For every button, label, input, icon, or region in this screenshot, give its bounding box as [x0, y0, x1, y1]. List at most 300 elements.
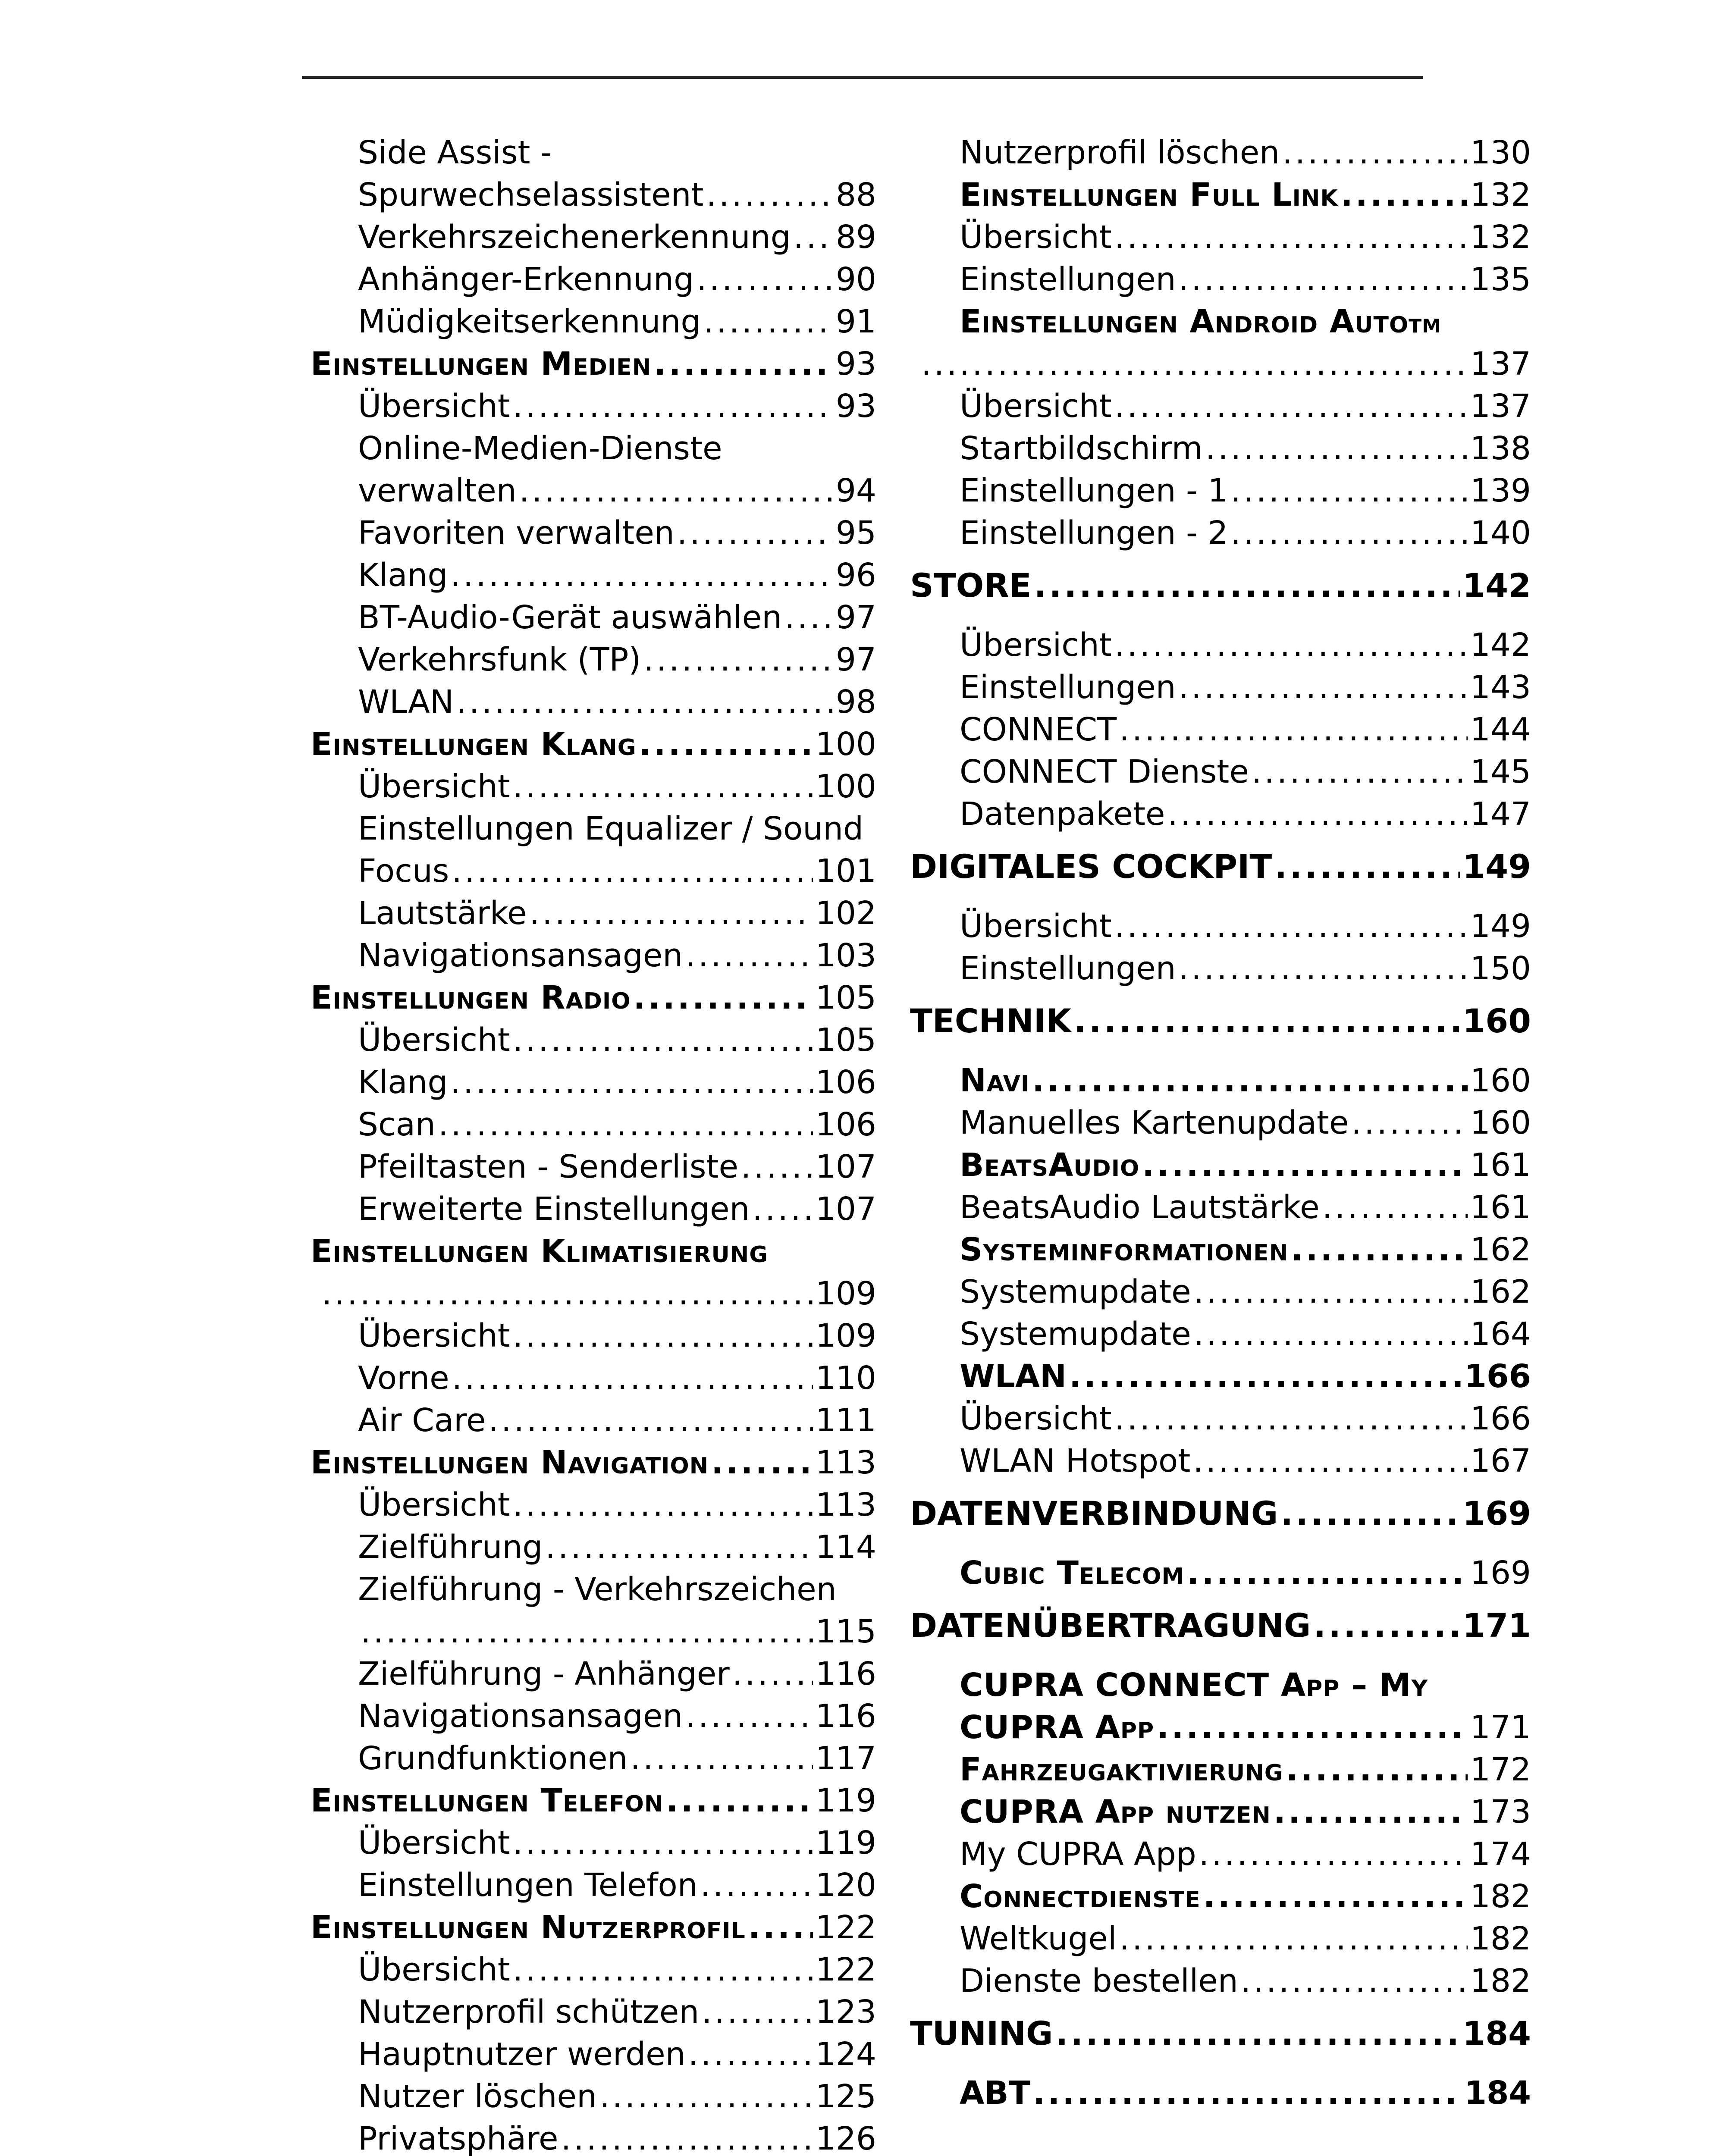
dot-leader — [438, 1103, 813, 1146]
toc-entry-page: 113 — [815, 1486, 876, 1523]
toc-entry-label: WLAN — [358, 683, 454, 721]
dot-leader — [784, 596, 833, 639]
toc-entry — [910, 343, 1531, 385]
toc-entry-label: Einstellungen - 2 — [960, 514, 1228, 552]
dot-leader — [1032, 1059, 1468, 1102]
toc-entry — [311, 977, 876, 1019]
toc-entry-page: 88 — [835, 176, 876, 213]
toc-entry-label: Favoriten verwalten — [358, 514, 675, 552]
toc-entry-page: 142 — [1470, 627, 1531, 664]
toc-entry-page: 116 — [815, 1698, 876, 1735]
toc-entry-label: Einstellungen Klang — [311, 726, 637, 763]
dot-leader — [513, 1019, 813, 1061]
toc-entry-label: Übersicht — [358, 388, 510, 425]
toc-entry-page: 135 — [1470, 261, 1531, 298]
dot-leader — [513, 385, 833, 427]
toc-entry-label: TUNING — [910, 2014, 1053, 2053]
toc-entry-label: BeatsAudio — [960, 1147, 1140, 1184]
toc-entry-label: WLAN Hotspot — [960, 1442, 1191, 1479]
toc-entry-label: Einstellungen — [960, 669, 1176, 706]
toc-entry — [311, 427, 876, 470]
toc-entry-page: 166 — [1464, 1358, 1531, 1395]
dot-leader — [677, 512, 833, 554]
dot-leader — [1203, 1875, 1468, 1918]
toc-entry — [311, 1272, 876, 1315]
toc-entry-page: 162 — [1470, 1273, 1531, 1310]
dot-leader — [456, 681, 833, 723]
toc-entry-label: Nutzerprofil löschen — [960, 134, 1280, 171]
top-rule — [302, 76, 1423, 79]
toc-right-column — [910, 132, 1531, 2114]
toc-entry-label: Manuelles Kartenupdate — [960, 1104, 1349, 1141]
toc-entry — [311, 554, 876, 596]
toc-entry-page: 91 — [835, 303, 876, 340]
toc-entry-label: Übersicht — [358, 1486, 510, 1523]
toc-entry-page: 109 — [815, 1317, 876, 1354]
toc-entry-label: Navi — [960, 1062, 1030, 1099]
toc-entry-label: Focus — [358, 852, 449, 890]
toc-entry-label: CONNECT Dienste — [960, 753, 1249, 790]
toc-entry-label: Einstellungen Navigation — [311, 1444, 709, 1481]
toc-entry-label: Nutzer löschen — [358, 2078, 597, 2115]
toc-entry-label: CUPRA App — [960, 1709, 1155, 1746]
toc-entry — [910, 1228, 1531, 1271]
dot-leader — [748, 1906, 813, 1949]
toc-entry-page: 94 — [835, 472, 876, 509]
toc-entry-label: WLAN — [960, 1358, 1067, 1395]
dot-leader — [685, 1695, 813, 1737]
toc-entry-page: 119 — [815, 1782, 876, 1819]
toc-entry-page: 111 — [815, 1402, 876, 1439]
dot-leader — [1034, 564, 1460, 607]
dot-leader — [1114, 1398, 1468, 1440]
toc-entry-page: 105 — [815, 979, 876, 1016]
toc-entry — [910, 905, 1531, 947]
toc-entry-label: Pfeiltasten - Senderliste — [358, 1148, 738, 1185]
toc-entry-label: Nutzerprofil schützen — [358, 1993, 700, 2031]
toc-entry-label: My CUPRA App — [960, 1836, 1196, 1873]
toc-entry — [910, 1875, 1531, 1918]
dot-leader — [1322, 1186, 1468, 1228]
toc-entry-label: Hauptnutzer werden — [358, 2036, 686, 2073]
dot-leader — [513, 1484, 813, 1526]
dot-leader — [1241, 1960, 1468, 2002]
toc-entry-page: 117 — [815, 1740, 876, 1777]
dot-leader — [530, 892, 813, 934]
toc-entry-page: 145 — [1470, 753, 1531, 790]
dot-leader — [1252, 751, 1468, 793]
toc-entry-page: 144 — [1470, 711, 1531, 748]
dot-leader — [488, 1399, 813, 1442]
toc-entry-page: 106 — [815, 1064, 876, 1101]
toc-entry — [910, 1833, 1531, 1875]
dot-leader — [711, 1442, 813, 1484]
toc-entry-label: Einstellungen - 1 — [960, 472, 1228, 509]
dot-leader — [450, 1061, 813, 1103]
toc-entry-label: Übersicht — [358, 1022, 510, 1059]
toc-entry — [910, 1000, 1531, 1042]
toc-entry-label: Verkehrszeichenerkennung — [358, 219, 791, 256]
toc-entry-label: Übersicht — [358, 768, 510, 805]
toc-entry — [910, 1552, 1531, 1594]
toc-entry-page: 107 — [815, 1148, 876, 1185]
toc-entry-page: 120 — [815, 1867, 876, 1904]
toc-entry — [910, 624, 1531, 666]
dot-leader — [633, 977, 813, 1019]
toc-entry — [910, 846, 1531, 888]
toc-entry-page: 143 — [1470, 669, 1531, 706]
dot-leader — [1179, 666, 1468, 708]
toc-entry — [311, 385, 876, 427]
toc-entry-label: Übersicht — [960, 219, 1112, 256]
toc-entry-page: 147 — [1470, 796, 1531, 833]
dot-leader — [921, 343, 1468, 385]
toc-entry-page: 124 — [815, 2036, 876, 2073]
toc-entry — [311, 1611, 876, 1653]
toc-entry-page: 172 — [1470, 1751, 1531, 1788]
toc-entry-page: 100 — [815, 768, 876, 805]
toc-entry-page: 115 — [815, 1613, 876, 1650]
toc-entry — [910, 1144, 1531, 1186]
toc-entry — [311, 174, 876, 216]
toc-entry-label: Einstellungen — [960, 950, 1176, 987]
dot-leader — [1291, 1228, 1467, 1271]
toc-entry — [910, 2012, 1531, 2055]
toc-entry-page: 132 — [1470, 219, 1531, 256]
toc-entry-label: Einstellungen — [960, 261, 1176, 298]
toc-entry-label: Einstellungen Android Auto — [960, 303, 1409, 340]
toc-entry-page: 98 — [835, 683, 876, 721]
toc-entry — [910, 947, 1531, 990]
dot-leader — [513, 1315, 813, 1357]
dot-leader — [643, 639, 833, 681]
toc-entry-page: 103 — [815, 937, 876, 974]
toc-entry-page: 132 — [1470, 176, 1531, 213]
toc-entry — [910, 216, 1531, 258]
toc-entry — [311, 512, 876, 554]
toc-entry-label: Übersicht — [358, 1951, 510, 1988]
toc-entry-page: 93 — [835, 345, 876, 382]
toc-entry-page: 182 — [1470, 1962, 1531, 1999]
dot-leader — [1282, 132, 1468, 174]
toc-entry — [311, 765, 876, 808]
toc-entry-label: Air Care — [358, 1402, 486, 1439]
dot-leader — [630, 1737, 813, 1780]
toc-entry-label: Systemupdate — [960, 1316, 1191, 1353]
toc-entry-label: Navigationsansagen — [358, 937, 683, 974]
toc-entry-label: ABT — [960, 2075, 1031, 2112]
dot-leader — [1286, 1749, 1467, 1791]
toc-entry — [311, 1357, 876, 1399]
toc-entry — [910, 1355, 1531, 1398]
toc-entry-label: Zielführung — [358, 1529, 543, 1566]
dot-leader — [361, 1611, 813, 1653]
toc-entry-label: DATENÜBERTRAGUNG — [910, 1606, 1311, 1645]
toc-entry — [311, 343, 876, 385]
toc-entry-label: Zielführung - Anhänger — [358, 1655, 730, 1692]
toc-entry — [910, 1440, 1531, 1482]
toc-entry-page: 105 — [815, 1022, 876, 1059]
toc-entry-label: Spurwechselassistent — [358, 176, 704, 213]
toc-entry-label: Übersicht — [960, 908, 1112, 945]
dot-leader — [794, 216, 833, 258]
toc-entry-label: Einstellungen Full Link — [960, 176, 1338, 213]
toc-entry-label: CUPRA App nutzen — [960, 1793, 1271, 1830]
toc-entry-label: BeatsAudio Lautstärke — [960, 1189, 1320, 1226]
toc-entry-label: Startbildschirm — [960, 430, 1203, 467]
toc-entry-page: 182 — [1470, 1920, 1531, 1957]
toc-entry-page: 107 — [815, 1191, 876, 1228]
dot-leader — [1313, 1604, 1460, 1647]
dot-leader — [513, 1822, 813, 1864]
dot-leader — [1205, 427, 1468, 470]
dot-leader — [741, 1146, 813, 1188]
toc-entry-label: Klang — [358, 1064, 448, 1101]
toc-entry — [311, 258, 876, 301]
toc-entry — [311, 1442, 876, 1484]
dot-leader — [1074, 1000, 1460, 1042]
toc-entry-page: 184 — [1464, 2075, 1531, 2112]
toc-entry-label: Systeminformationen — [960, 1231, 1289, 1268]
toc-entry-page: 122 — [815, 1951, 876, 1988]
toc-entry — [910, 708, 1531, 751]
toc-entry-label: Einstellungen Radio — [311, 979, 631, 1016]
toc-entry-label: Übersicht — [960, 1400, 1112, 1437]
dot-leader — [654, 343, 833, 385]
toc-entry — [910, 666, 1531, 708]
dot-leader — [1351, 1102, 1467, 1144]
dot-leader — [1055, 2012, 1460, 2055]
toc-entry-page: 109 — [815, 1275, 876, 1312]
dot-leader — [1142, 1144, 1467, 1186]
dot-leader — [702, 1991, 813, 2033]
toc-entry: Einstellungen Android Auto TM — [910, 301, 1531, 343]
toc-entry-label: Dienste bestellen — [960, 1962, 1238, 1999]
toc-entry-page: 95 — [835, 514, 876, 552]
dot-leader — [1199, 1833, 1468, 1875]
toc-entry-page: 160 — [1470, 1062, 1531, 1099]
toc-entry-label: Zielführung - Verkehrszeichen — [358, 1571, 837, 1608]
toc-entry-label: Connectdienste — [960, 1878, 1201, 1915]
toc-entry-page: 166 — [1470, 1400, 1531, 1437]
toc-entry-page: 126 — [815, 2120, 876, 2156]
dot-leader — [697, 258, 833, 301]
toc-entry — [311, 1230, 876, 1272]
dot-leader — [1033, 2072, 1462, 2114]
toc-entry — [311, 1737, 876, 1780]
toc-entry — [910, 1059, 1531, 1102]
toc-entry — [311, 934, 876, 977]
toc-entry — [910, 1749, 1531, 1791]
toc-entry-label: Navigationsansagen — [358, 1698, 683, 1735]
toc-entry — [910, 1791, 1531, 1833]
toc-entry — [311, 216, 876, 258]
toc-entry — [311, 1949, 876, 1991]
toc-entry — [910, 793, 1531, 835]
toc-entry — [910, 1604, 1531, 1647]
toc-entry — [910, 1960, 1531, 2002]
toc-entry — [311, 1019, 876, 1061]
toc-entry-label: Lautstärke — [358, 895, 527, 932]
toc-entry-page: 142 — [1462, 566, 1531, 605]
toc-entry — [910, 1918, 1531, 1960]
dot-leader — [1114, 385, 1468, 427]
dot-leader — [1194, 1271, 1468, 1313]
toc-entry-page: 89 — [835, 219, 876, 256]
toc-entry-page: 138 — [1470, 430, 1531, 467]
toc-entry-page: 149 — [1470, 908, 1531, 945]
toc-entry-page: 167 — [1470, 1442, 1531, 1479]
dot-leader — [513, 1949, 813, 1991]
toc-entry — [311, 2033, 876, 2075]
toc-entry — [311, 132, 876, 174]
toc-entry-page: 169 — [1470, 1554, 1531, 1592]
toc-entry-page: 174 — [1470, 1836, 1531, 1873]
toc-entry — [311, 1695, 876, 1737]
dot-leader — [1280, 1492, 1460, 1535]
toc-entry-page: 114 — [815, 1529, 876, 1566]
toc-entry-page: 137 — [1470, 388, 1531, 425]
toc-entry-page: 137 — [1470, 345, 1531, 382]
toc-entry-page: 122 — [815, 1909, 876, 1946]
toc-entry-page: 123 — [815, 1993, 876, 2031]
dot-leader — [1341, 174, 1468, 216]
dot-leader — [1157, 1706, 1468, 1749]
toc-entry — [311, 681, 876, 723]
toc-entry-label: DIGITALES COCKPIT — [910, 847, 1272, 886]
dot-leader — [1114, 216, 1468, 258]
toc-entry-page: 90 — [835, 261, 876, 298]
toc-entry-label: Übersicht — [960, 627, 1112, 664]
toc-entry-page: 125 — [815, 2078, 876, 2115]
toc-entry — [910, 1102, 1531, 1144]
toc-entry — [910, 564, 1531, 607]
toc-entry-page: 161 — [1470, 1189, 1531, 1226]
toc-entry-label: Online-Medien-Dienste — [358, 430, 722, 467]
toc-entry — [311, 892, 876, 934]
dot-leader — [599, 2075, 813, 2118]
toc-entry — [311, 639, 876, 681]
dot-leader — [706, 174, 833, 216]
toc-entry-page: 93 — [835, 388, 876, 425]
toc-entry-page: 97 — [835, 641, 876, 678]
toc-entry-label: TECHNIK — [910, 1002, 1071, 1040]
toc-entry — [311, 723, 876, 765]
toc-entry-label: Side Assist - — [358, 134, 552, 171]
dot-leader — [1230, 470, 1467, 512]
toc-entry-label: Einstellungen Medien — [311, 345, 652, 382]
toc-entry-page: 140 — [1470, 514, 1531, 552]
toc-entry — [910, 1492, 1531, 1535]
toc-entry — [910, 470, 1531, 512]
toc-entry-page: 171 — [1462, 1606, 1531, 1645]
dot-leader — [732, 1653, 813, 1695]
dot-leader — [1194, 1313, 1468, 1355]
toc-entry-page: 162 — [1470, 1231, 1531, 1268]
toc-entry-label: verwalten — [358, 472, 517, 509]
toc-entry-label: DATENVERBINDUNG — [910, 1494, 1278, 1532]
toc-entry — [910, 751, 1531, 793]
toc-left-column — [311, 132, 876, 2156]
toc-entry — [311, 1568, 876, 1611]
toc-entry-page: 169 — [1462, 1494, 1531, 1532]
dot-leader — [639, 723, 813, 765]
toc-entry — [910, 1186, 1531, 1228]
dot-leader — [1167, 793, 1467, 835]
toc-entry-page: 160 — [1462, 1002, 1531, 1040]
toc-entry — [311, 850, 876, 892]
toc-entry — [311, 470, 876, 512]
toc-entry — [910, 1706, 1531, 1749]
dot-leader — [752, 1188, 813, 1230]
toc-entry — [311, 1399, 876, 1442]
dot-leader — [1274, 1791, 1468, 1833]
dot-leader — [1187, 1552, 1468, 1594]
toc-entry — [311, 1061, 876, 1103]
toc-entry — [311, 1864, 876, 1906]
toc-entry-label: CUPRA CONNECT App – My — [960, 1667, 1428, 1704]
dot-leader — [700, 1864, 813, 1906]
dot-leader — [322, 1272, 813, 1315]
toc-entry — [311, 1780, 876, 1822]
toc-entry-page: 100 — [815, 726, 876, 763]
dot-leader — [703, 301, 833, 343]
toc-entry-label: STORE — [910, 566, 1032, 605]
toc-entry — [311, 596, 876, 639]
toc-entry — [311, 2118, 876, 2156]
toc-entry-label: Privatsphäre — [358, 2120, 559, 2156]
dot-leader — [452, 850, 813, 892]
toc-entry-page: 161 — [1470, 1147, 1531, 1184]
toc-entry — [910, 427, 1531, 470]
toc-entry-page: 130 — [1470, 134, 1531, 171]
toc-entry-label: Klang — [358, 557, 448, 594]
toc-entry-label: Datenpakete — [960, 796, 1165, 833]
toc-entry — [311, 1484, 876, 1526]
dot-leader — [1179, 258, 1468, 301]
toc-entry-label: Scan — [358, 1106, 436, 1143]
dot-leader — [513, 765, 813, 808]
toc-entry-label: BT-Audio-Gerät auswählen — [358, 599, 782, 636]
toc-entry — [910, 512, 1531, 554]
dot-leader — [1119, 708, 1467, 751]
toc-entry — [311, 1315, 876, 1357]
dot-leader — [1069, 1355, 1462, 1398]
toc-entry-label: Weltkugel — [960, 1920, 1117, 1957]
toc-entry-page: 106 — [815, 1106, 876, 1143]
toc-entry — [311, 1991, 876, 2033]
toc-entry-page: 110 — [815, 1360, 876, 1397]
toc-entry-page: 116 — [815, 1655, 876, 1692]
toc-entry-page: 184 — [1462, 2014, 1531, 2053]
dot-leader — [1193, 1440, 1467, 1482]
toc-entry — [311, 1526, 876, 1568]
toc-entry-label: Einstellungen Telefon — [358, 1867, 698, 1904]
toc-entry-page: 149 — [1462, 847, 1531, 886]
toc-entry-label: Grundfunktionen — [358, 1740, 628, 1777]
dot-leader — [688, 2033, 813, 2075]
toc-entry-page: 150 — [1470, 950, 1531, 987]
toc-entry — [910, 385, 1531, 427]
dot-leader — [666, 1780, 813, 1822]
toc-entry — [311, 808, 876, 850]
toc-entry-page: 182 — [1470, 1878, 1531, 1915]
dot-leader — [450, 554, 833, 596]
toc-entry-page: 96 — [835, 557, 876, 594]
dot-leader — [561, 2118, 813, 2156]
toc-entry-label: Cubic Telecom — [960, 1554, 1185, 1592]
toc-entry — [910, 1664, 1531, 1706]
